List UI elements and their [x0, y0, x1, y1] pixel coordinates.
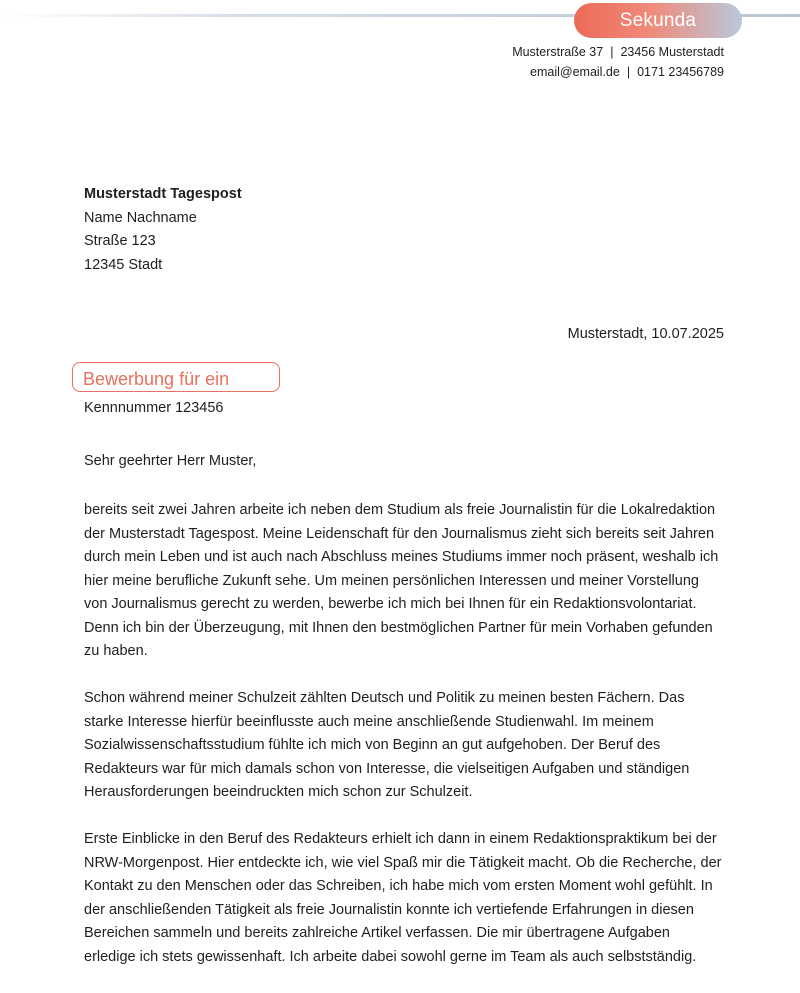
body-paragraph: bereits seit zwei Jahren arbeite ich neben dem Studium als freie Journalistin für die Lokalredaktion der Musterstadt Tagespost. Meine Leidenschaft für den Journalismus zieht sich bereits seit Jahren durch mein Leben und ist auch nach Abschluss meines Studiums immer noch präsent, weshalb ich hier meine berufliche Zukunft sehe. Um meinen persönlichen Interessen und meiner Vorstellung von Journalismus gerecht zu werden, bewerbe ich mich bei Ihnen für ein Redaktionsvolontariat. Denn ich bin der Überzeugung, mit Ihnen den bestmöglichen Partner für mein Vorhaben gefunden zu haben.	[84, 502, 719, 659]
recipient-city: 12345 Stadt	[84, 256, 163, 273]
sender-street: Musterstraße 37	[512, 45, 604, 59]
subject-title: Bewerbung für ein	[83, 369, 230, 389]
sender-email: email@email.de	[530, 65, 620, 79]
letter-body	[84, 499, 724, 993]
recipient-organization: Musterstadt Tagespost	[84, 186, 242, 202]
reference-number: Kennnummer 123456	[84, 400, 224, 416]
sender-phone: 0171 23456789	[637, 65, 724, 79]
salutation: Sehr geehrter Herr Muster,	[84, 453, 257, 469]
recipient-address	[84, 183, 242, 277]
letter-date: Musterstadt, 10.07.2025	[567, 326, 724, 342]
sender-address	[512, 42, 724, 62]
body-paragraph: Schon während meiner Schulzeit zählten Deutsch und Politik zu meinen besten Fächern. Das starke Interesse hierfür beeinflusste auch meine anschließende Studienwahl. Im meinem Sozialwissenschaftsstudium fühlte ich mich von Beginn an gut aufgehoben. Der Beruf des Redakteurs war für mich damals schon von Interesse, die vielseitigen Aufgaben und ständigen Herausforderungen beeindruckten mich schon zur Schulzeit.	[84, 690, 690, 800]
sender-block	[512, 42, 724, 82]
recipient-name: Name Nachname	[84, 209, 197, 226]
separator: |	[610, 45, 614, 59]
sender-contact	[512, 62, 724, 82]
brand-badge: Sekunda	[574, 3, 742, 38]
body-paragraph: Erste Einblicke in den Beruf des Redakteurs erhielt ich dann in einem Redaktionspraktikum bei der NRW-Morgenpost. Hier entdeckte ich, wie viel Spaß mir die Tätigkeit macht. Ob die Recherche, der Kontakt zu den Menschen oder das Schreiben, ich habe mich vom ersten Moment wohl gefühlt. In der anschließenden Tätigkeit als freie Journalistin konnte ich vertiefende Erfahrungen in diesen Bereichen sammeln und bereits zahlreiche Artikel verfassen. Die mir übertragene Aufgaben erledige ich stets gewissenhaft. Ich arbeite dabei sowohl gerne im Team als auch selbstständig.	[84, 831, 722, 965]
separator: |	[626, 65, 631, 79]
sender-city: 23456 Musterstadt	[620, 45, 724, 59]
recipient-street: Straße 123	[84, 233, 156, 249]
